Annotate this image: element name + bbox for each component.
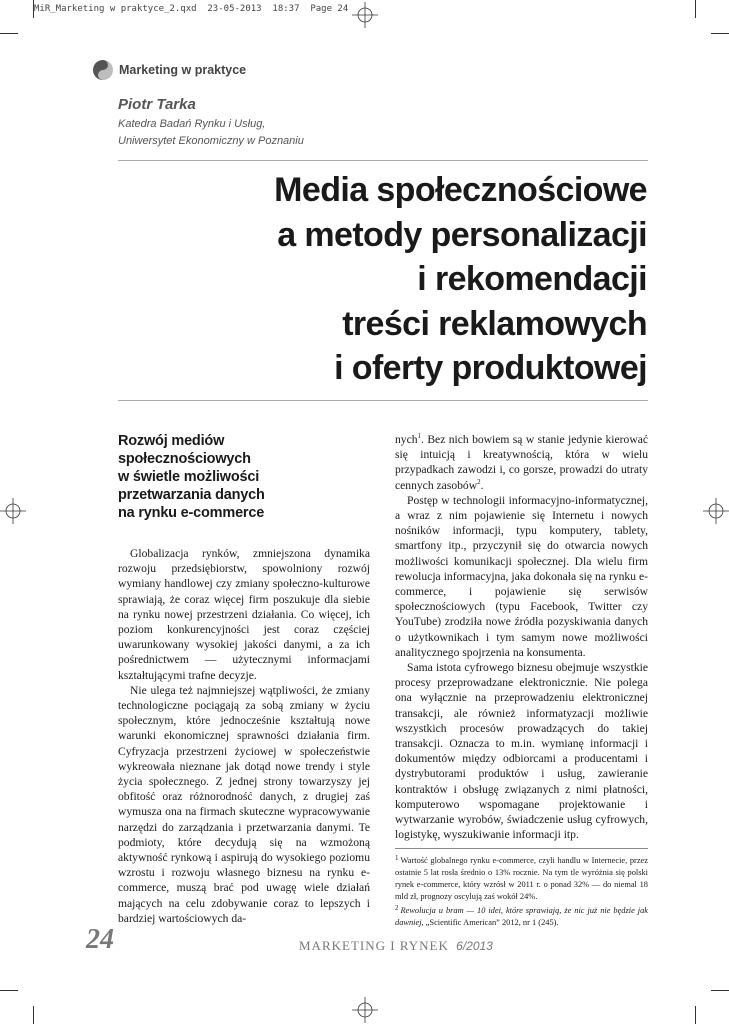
footnote-ref[interactable]: 2 xyxy=(477,477,481,486)
crop-mark xyxy=(0,990,18,991)
crop-mark xyxy=(33,0,34,18)
footnote: $^2$ Rewolucja u bram — 10 idei, które sprawiają, że nic już nie będzie jak dawniej, „Scientific American” 2012, nr 1 (245). xyxy=(395,903,648,928)
footnote: $^1$ Wartość globalnego rynku e-commerce, czyli handlu w Internecie, przez ostatnie 5 lat rosła średnio o 13% rocznie. Na tym tle wyróżnia się polski rynek e-commerce, który wzrósł w 2011 r. o ponad 32% — do niemal 18 mld zł, prognozy oscylują zaś wokół 24%. xyxy=(395,853,648,902)
subheading-line: przetwarzania danych xyxy=(118,487,265,503)
top-divider xyxy=(118,160,648,161)
print-slug: MiR_Marketing w praktyce_2.qxd 23-05-2013 18:37 Page 24 xyxy=(34,4,349,14)
subheading-line: społecznościowych xyxy=(118,451,251,467)
issue-number: 6/2013 xyxy=(456,939,493,953)
section-header xyxy=(93,60,246,80)
body-paragraph: Nie ulega też najmniejszej wątpliwości, że zmiany technologiczne pociągają za sobą zmiany w życiu społecznym, które jednocześnie kształtują nowe warunki ekonomicznej sprawności działania firm. Cyfryzacja przestrzeni życiowej w społeczeństwie wykreowała nieznane jak dotąd nowe trendy i style życia społecznego. Z jednej strony towarzyszy jej obfitość oraz różnorodność danych, z drugiej zaś wymusza ona na firmach skuteczne wypracowywanie narzędzi do zarządzania i przetwarzania danymi. Te podmioty, które decydują się na wzmożoną aktywność rynkową i aspirują do wysokiego poziomu wzrostu i rozwoju własnego biznesu na rynku e-commerce, muszą brać pod uwagę wiele działań mających na celu zdobywanie coraz to lepszych i bardziej wartościowych da- xyxy=(118,683,370,925)
body-paragraph: nych$^1$. Bez nich bowiem są w stanie jedynie kierować się intuicją i kreatywnością, która w wielu przypadkach zawodzi i, co gorsze, prowadzi do utraty cennych zasobów$^2$. xyxy=(395,432,648,492)
registration-mark-icon xyxy=(352,997,378,1023)
title-line: treści reklamowych xyxy=(342,304,647,343)
section-subheading xyxy=(118,432,370,522)
title-line: a metody personalizacji xyxy=(277,215,647,254)
title-line: i oferty produktowej xyxy=(334,349,647,387)
right-column xyxy=(395,432,648,931)
left-column xyxy=(118,432,370,926)
body-paragraph: Postęp w technologii informacyjno-informatycznej, a wraz z nim pojawienie się Internetu i nowych nośników informacji, typu komputery, tablety, smartfony itp., przyczynił się do otwarcia nowych możliwości komunikacji społecznej. Dla wielu firm rewolucja informacyjna, jaka dokonała się na rynku e-commerce, i pojawienie się serwisów społecznościowych (typu Facebook, Twitter czy YouTube) zrodziła nowe źródła pozyskiwania danych o użytkownikach i tym samym nowe możliwości analitycznego spojrzenia na konsumenta. xyxy=(395,493,648,659)
footnote-divider xyxy=(395,848,648,849)
subheading-line: na rynku e-commerce xyxy=(118,505,265,521)
crop-mark xyxy=(695,0,696,18)
section-logo-icon xyxy=(93,60,113,80)
author-affiliation-line: Uniwersytet Ekonomiczny w Poznaniu xyxy=(118,135,304,147)
crop-mark xyxy=(0,33,18,34)
author-block xyxy=(118,96,304,150)
subheading-line: Rozwój mediów xyxy=(118,433,225,449)
author-name: Piotr Tarka xyxy=(118,96,196,113)
page-number: 24 xyxy=(86,924,114,955)
title-line: i rekomendacji xyxy=(417,260,647,298)
crop-mark xyxy=(33,1006,34,1024)
registration-mark-icon xyxy=(352,2,378,28)
title-line: Media społecznościowe xyxy=(274,171,647,209)
body-paragraph: Globalizacja rynków, zmniejszona dynamika rozwoju przedsiębiorstw, spowolniony rozwój wymiany handlowej czy zmiany społeczno-kulturowe sprawiają, że coraz więcej firm poszukuje dla siebie na rynku nowej przestrzeni działania. Co więcej, ich poziom konkurencyjności jest coraz częściej uwarunkowany wysokiej jakości danymi, a za ich pośrednictwem — użytecznymi informacjami kształtującymi trafne decyzje. xyxy=(118,547,370,682)
crop-mark xyxy=(711,33,729,34)
crop-mark xyxy=(695,1006,696,1024)
registration-mark-icon xyxy=(0,498,26,524)
journal-name: MARKETING I RYNEK xyxy=(299,938,449,953)
journal-footer xyxy=(299,938,493,954)
author-affiliation-line: Katedra Badań Rynku i Usług, xyxy=(118,118,266,130)
title-divider xyxy=(118,400,648,401)
footnote-ref[interactable]: 1 xyxy=(417,432,422,441)
section-title: Marketing w praktyce xyxy=(119,63,247,77)
registration-mark-icon xyxy=(703,498,729,524)
article-title xyxy=(147,168,647,391)
body-paragraph: Sama istota cyfrowego biznesu obejmuje wszystkie procesy przeprowadzane elektronicznie. Nie polega ona wyłącznie na przeprowadzeniu elektronicznej transakcji, ale również informatyzacji możliwie wszystkich procesów prowadzących do takiej transakcji. Oznacza to m.in. wymianę informacji i dokumentów między odbiorcami a producentami i dystrybutorami produktów i usług, zawieranie kontraktów i obsługę związanych z nimi płatności, komputerowo wspomagane projektowanie i wytwarzanie wyrobów, świadczenie usług cyfrowych, logistykę, wyszukiwanie informacji itp. xyxy=(395,661,648,842)
crop-mark xyxy=(711,990,729,991)
subheading-line: w świetle możliwości xyxy=(118,469,260,485)
